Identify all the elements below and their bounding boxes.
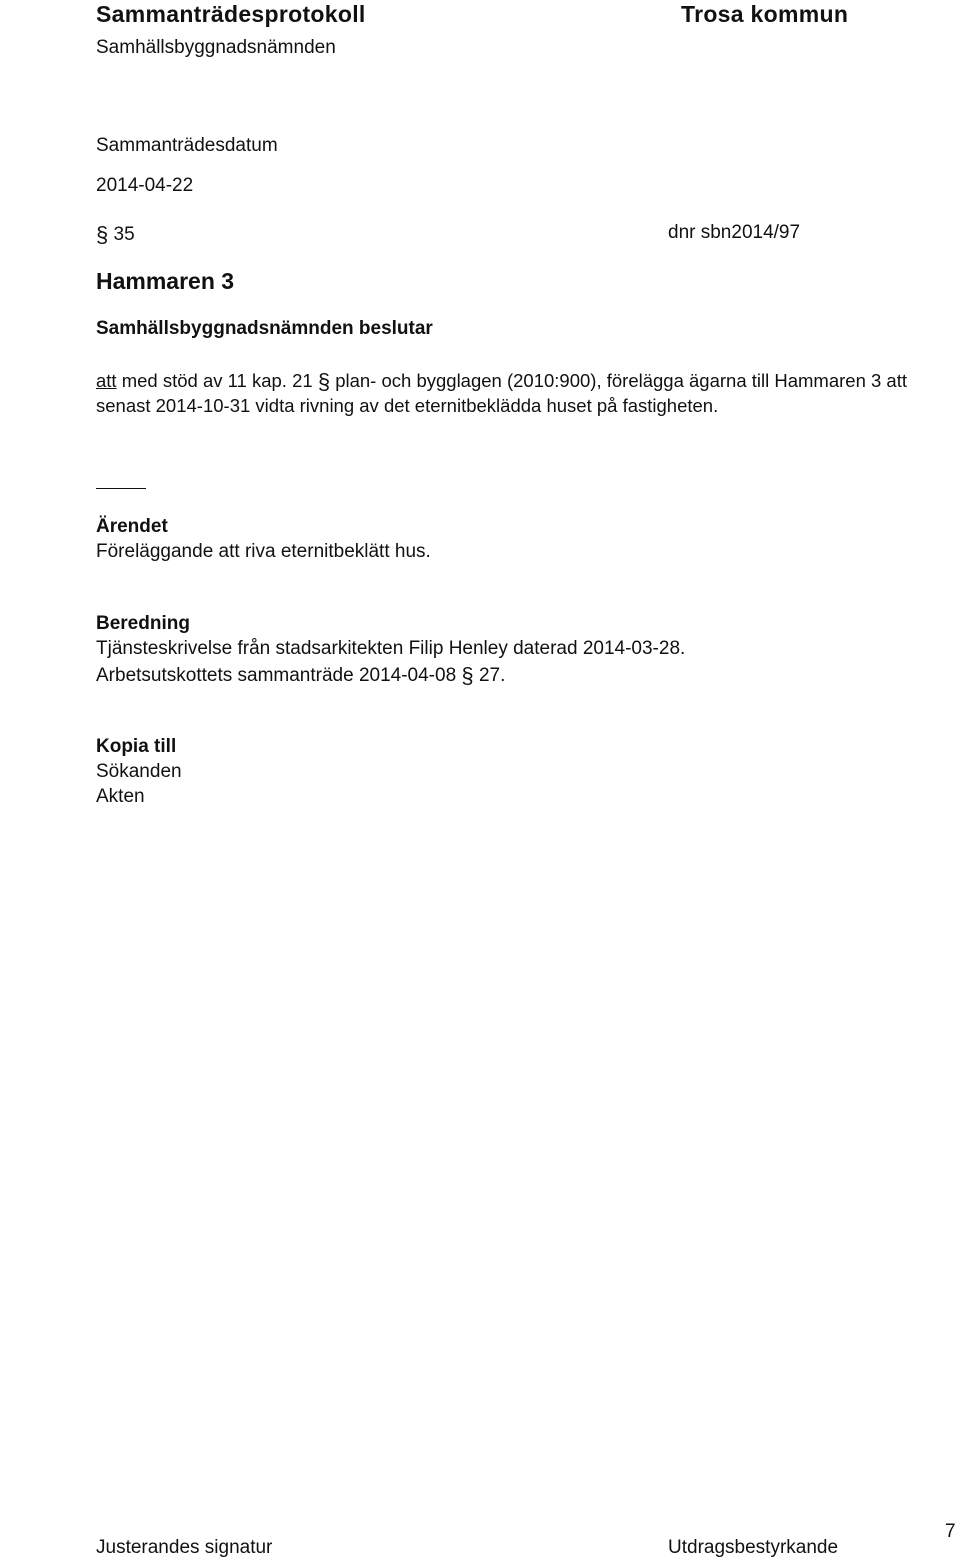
committee-name: Samhällsbyggnadsnämnden — [96, 37, 336, 58]
registration-number: dnr sbn2014/97 — [668, 222, 801, 243]
decision-text-part2: plan- och bygglagen (2010:900), förelägga ägarna till Hammaren 3 att senast 2014-10-31 vidta rivning av det eternitbeklädda huset på fastigheten. — [96, 370, 908, 416]
paragraph-number-line — [96, 222, 135, 248]
paragraph-symbol-icon: § — [96, 222, 109, 247]
decision-text — [96, 369, 960, 418]
footer-signature-label: Justerandes signatur — [96, 1537, 273, 1558]
page-number: 7 — [945, 1521, 956, 1542]
item-title: Hammaren 3 — [96, 268, 235, 294]
footer-certification-label: Utdragsbestyrkande — [668, 1537, 839, 1558]
beredning-line-2-part2: 27. — [473, 665, 506, 686]
municipality-name: Trosa kommun — [681, 1, 849, 27]
decision-heading: Samhällsbyggnadsnämnden beslutar — [96, 318, 433, 339]
kopia-heading: Kopia till — [96, 736, 177, 757]
paragraph-number: 35 — [113, 224, 135, 245]
kopia-recipient: Sökanden — [96, 761, 182, 782]
arendet-text: Föreläggande att riva eternitbeklätt hus. — [96, 541, 431, 562]
paragraph-symbol-icon: § — [461, 663, 474, 688]
beredning-line-2 — [96, 663, 505, 689]
separator-line — [96, 488, 146, 489]
decision-lead-word: att — [96, 370, 117, 391]
paragraph-symbol-icon: § — [317, 369, 331, 394]
document-title: Sammanträdesprotokoll — [96, 1, 366, 27]
arendet-heading: Ärendet — [96, 516, 168, 537]
meeting-date-label: Sammanträdesdatum — [96, 135, 278, 156]
meeting-date: 2014-04-22 — [96, 175, 194, 196]
decision-text-part1: med stöd av 11 kap. 21 — [116, 370, 318, 391]
kopia-recipient: Akten — [96, 786, 145, 807]
beredning-heading: Beredning — [96, 613, 190, 634]
beredning-line-2-part1: Arbetsutskottets sammanträde 2014-04-08 — [96, 665, 462, 686]
beredning-line-1: Tjänsteskrivelse från stadsarkitekten Filip Henley daterad 2014-03-28. — [96, 638, 686, 659]
